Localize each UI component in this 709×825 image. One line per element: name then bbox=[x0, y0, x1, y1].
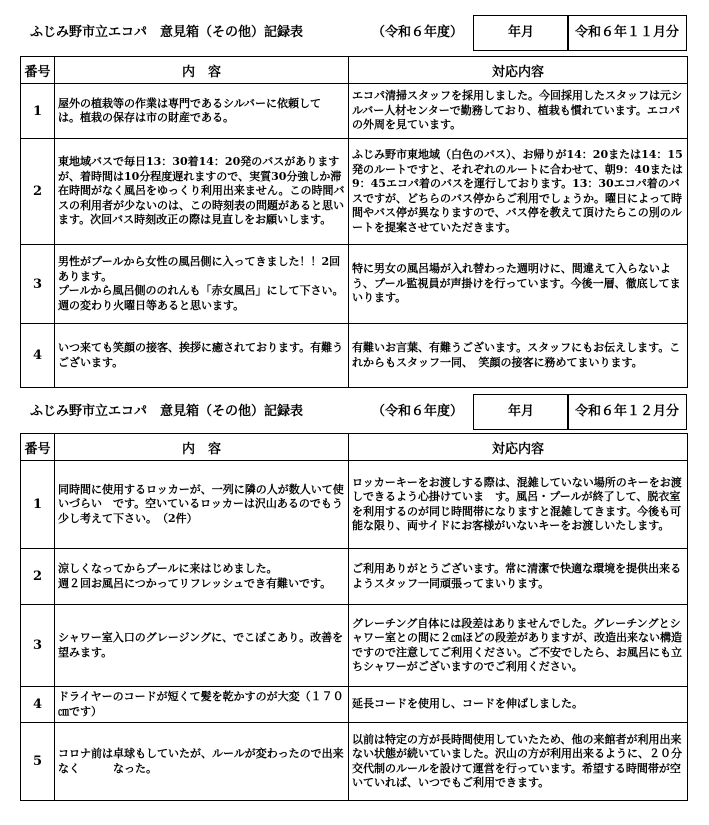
table-row bbox=[21, 549, 688, 605]
col-header-content: 内 容 bbox=[55, 57, 349, 84]
table-header-row bbox=[21, 434, 688, 461]
table-row bbox=[21, 245, 688, 324]
row-content: 東地域バスで毎日13：30着14：20発のバスがありますが、着時間は10分程度遅れますので、実質30分強しか滞在時間がなく風呂をゆっくり利用出来ません。この時間バスの利用者が少ないのは、この時刻表の問題があると思います。次回バス時刻改正の際は見直しをお願いします。 bbox=[55, 139, 349, 245]
col-header-content: 内 容 bbox=[55, 434, 349, 461]
row-number: 1 bbox=[21, 461, 55, 549]
record-table-november bbox=[20, 56, 688, 388]
col-header-no: 番号 bbox=[21, 57, 55, 84]
row-content: コロナ前は卓球もしていたが、ルールが変わったので出来なく なった。 bbox=[55, 723, 349, 801]
row-number: 1 bbox=[21, 84, 55, 139]
row-content: 同時間に使用するロッカーが、一列に隣の人が数人いて使いづらい です。空いているロッカーは沢山あるのでもう少し考えて下さい。 （2件） bbox=[55, 461, 349, 549]
row-response: 有難いお言葉、有難うございます。スタッフにもお伝えします。これからもスタッフ一同、 笑顔の接客に務めてまいります。 bbox=[349, 324, 688, 388]
row-number: 4 bbox=[21, 687, 55, 723]
sheet-title: ふじみ野市立エコパ 意見箱（その他）記録表 bbox=[30, 404, 304, 419]
fiscal-year: （令和６年度） bbox=[372, 404, 464, 419]
sheet-title: ふじみ野市立エコパ 意見箱（その他）記録表 bbox=[30, 25, 304, 40]
col-header-no: 番号 bbox=[21, 434, 55, 461]
record-table-december bbox=[20, 433, 688, 801]
table-row bbox=[21, 605, 688, 687]
month-value: 令和６年１１月分 bbox=[567, 15, 687, 51]
table-row bbox=[21, 324, 688, 388]
table-row bbox=[21, 687, 688, 723]
row-response: ふじみ野市東地域（白色のバス）、お帰りが14：20または14：15発のルートですと、それぞれのルートに合わせて、朝9：40または9：45エコパ着のバスを運行しております。13：30エコパ着のバスですが、どちらのバス停からご利用でしょうか。曜日によって時間やバス停が異なりますので、バス停を教えて頂けたらこの別のルートを提案させていただきます。 bbox=[349, 139, 688, 245]
row-response: グレーチング自体には段差はありませんでした。グレーチングとシャワー室との間に２㎝ほどの段差がありますが、改造出来ない構造ですので注意してご利用ください。ご不安でしたら、お風呂にも立ちシャワーがございますのでご利用ください。 bbox=[349, 605, 688, 687]
header-november bbox=[20, 15, 687, 51]
table-row bbox=[21, 139, 688, 245]
col-header-response: 対応内容 bbox=[349, 434, 688, 461]
table-row bbox=[21, 723, 688, 801]
row-number: 3 bbox=[21, 605, 55, 687]
row-content: いつ来ても笑顔の接客、挨拶に癒されております。有難うございます。 bbox=[55, 324, 349, 388]
header-december bbox=[20, 394, 687, 430]
col-header-response: 対応内容 bbox=[349, 57, 688, 84]
row-response: 特に男女の風呂場が入れ替わった週明けに、間違えて入らないよう、プール監視員が声掛けを行っています。今後一層、徹底してまいります。 bbox=[349, 245, 688, 324]
row-content: 涼しくなってからプールに来はじめました。 週２回お風呂につかってリフレッシュでき有難いです。 bbox=[55, 549, 349, 605]
table-header-row bbox=[21, 57, 688, 84]
row-number: 4 bbox=[21, 324, 55, 388]
table-row bbox=[21, 84, 688, 139]
row-response: ご利用ありがとうございます。常に清潔で快適な環境を提供出来るようスタッフ一同頑張ってまいります。 bbox=[349, 549, 688, 605]
row-number: 3 bbox=[21, 245, 55, 324]
month-value: 令和６年１２月分 bbox=[567, 394, 687, 430]
row-number: 5 bbox=[21, 723, 55, 801]
fiscal-year: （令和６年度） bbox=[372, 25, 464, 40]
row-content: 男性がプールから女性の風呂側に入ってきました！！2回あります。 プールから風呂側ののれんも「赤女風呂」にして下さい。週の変わり火曜日等あると思います。 bbox=[55, 245, 349, 324]
row-response: 以前は特定の方が長時間使用していたため、他の来館者が利用出来ない状態が続いていました。沢山の方が利用出来るように、２０分交代制のルールを設けて運営を行っています。希望する時間帯が空いていれば、いつでもご利用できます。 bbox=[349, 723, 688, 801]
row-content: 屋外の植栽等の作業は専門であるシルバーに依頼して は。植栽の保存は市の財産である。 bbox=[55, 84, 349, 139]
row-number: 2 bbox=[21, 549, 55, 605]
row-response: 延長コードを使用し、コードを伸ばしました。 bbox=[349, 687, 688, 723]
row-response: ロッカーキーをお渡しする際は、混雑していない場所のキーをお渡しできるよう心掛けていま す。風呂・プールが終了して、脱衣室を利用するのが同じ時間帯になりますと混雑してきます。今後も可能な限り、両サイドにお客様がいないキーをお渡しいたします。 bbox=[349, 461, 688, 549]
month-label: 年月 bbox=[473, 15, 569, 51]
table-row bbox=[21, 461, 688, 549]
row-content: シャワー室入口のグレージングに、でこぼこあり。改善を望みます。 bbox=[55, 605, 349, 687]
row-number: 2 bbox=[21, 139, 55, 245]
month-label: 年月 bbox=[473, 394, 569, 430]
row-content: ドライヤーのコードが短くて髪を乾かすのが大変（１７０㎝です） bbox=[55, 687, 349, 723]
row-response: エコパ清掃スタッフを採用しました。今回採用したスタッフは元シルバー人材センターで勤務しており、植栽も慣れています。エコパの外周を見ています。 bbox=[349, 84, 688, 139]
